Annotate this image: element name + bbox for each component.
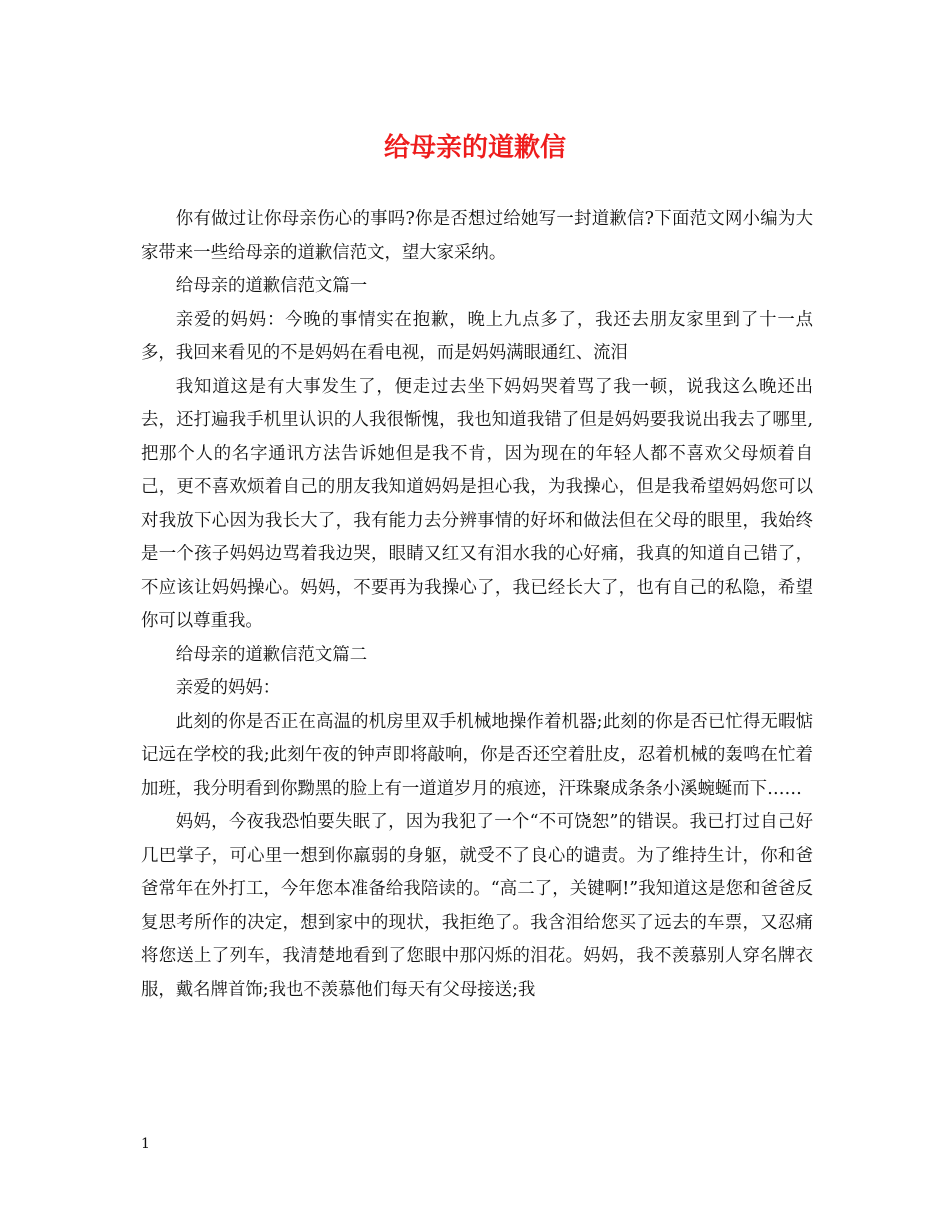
- letter-two-paragraph: 此刻的你是否正在高温的机房里双手机械地操作着机器;此刻的你是否已忙得无暇惦记远在学校的我;此刻午夜的钟声即将敲响，你是否还空着肚皮，忍着机械的轰鸣在忙着加班，我分明看到你黝黑的脸上有一道道岁月的痕迹，汗珠聚成条条小溪蜿蜒而下……: [141, 711, 813, 799]
- letter-one-paragraph: 亲爱的妈妈：今晚的事情实在抱歉，晚上九点多了，我还去朋友家里到了十一点多，我回来看见的不是妈妈在看电视，而是妈妈满眼通红、流泪: [141, 309, 813, 363]
- letter-two-paragraph: 妈妈，今夜我恐怕要失眠了，因为我犯了一个“不可饶恕”的错误。我已打过自己好几巴掌子，可心里一想到你羸弱的身躯，就受不了良心的谴责。为了维持生计，你和爸爸常年在外打工，今年您本准备给我陪读的。“高二了，关键啊!”我知道这是您和爸爸反复思考所作的决定，想到家中的现状，我拒绝了。我含泪给您买了远去的车票，又忍痛将您送上了列车，我清楚地看到了您眼中那闪烁的泪花。妈妈，我不羡慕别人穿名牌衣服，戴名牌首饰;我也不羡慕他们每天有父母接送;我: [141, 812, 813, 1000]
- letter-two-salutation: 亲爱的妈妈：: [175, 678, 281, 698]
- section-heading-two: 给母亲的道歉信范文篇二: [175, 644, 368, 665]
- page-number: 1: [141, 1136, 150, 1152]
- document-title: 给母亲的道歉信: [383, 133, 566, 163]
- document-body: [141, 203, 813, 1007]
- letter-one-paragraph: 我知道这是有大事发生了，便走过去坐下妈妈哭着骂了我一顿，说我这么晚还出去，还打遍我手机里认识的人我很惭愧，我也知道我错了但是妈妈要我说出我去了哪里,把那个人的名字通讯方法告诉她但是我不肯，因为现在的年轻人都不喜欢父母烦着自己，更不喜欢烦着自己的朋友我知道妈妈是担心我，为我操心，但是我希望妈妈您可以对我放下心因为我长大了，我有能力去分辨事情的好坏和做法但在父母的眼里，我始终是一个孩子妈妈边骂着我边哭，眼睛又红又有泪水我的心好痛，我真的知道自己错了，不应该让妈妈操心。妈妈，不要再为我操心了，我已经长大了，也有自己的私隐，希望你可以尊重我。: [141, 376, 813, 631]
- intro-paragraph: 你有做过让你母亲伤心的事吗?你是否想过给她写一封道歉信?下面范文网小编为大家带来一些给母亲的道歉信范文，望大家采纳。: [141, 209, 813, 263]
- section-heading-one: 给母亲的道歉信范文篇一: [175, 276, 368, 296]
